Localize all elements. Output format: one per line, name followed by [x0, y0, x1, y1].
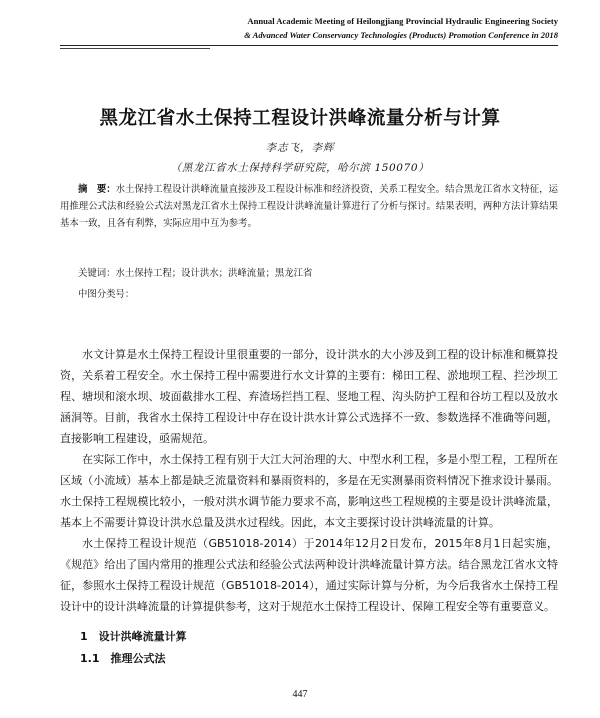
- header-rule: [60, 45, 558, 46]
- keywords-text: 水土保持工程；设计洪水；洪峰流量；黑龙江省: [115, 268, 313, 279]
- abstract-text: 水土保持工程设计洪峰流量直接涉及工程设计标准和经济投资，关系工程安全。结合黑龙江省水文特征，运用推理公式法和经验公式法对黑龙江省水土保持工程设计洪峰流量计算进行了分析与探讨。结果表明，两种方法计算结果基本一致，且各有利弊，实际应用中互为参考。: [60, 184, 558, 229]
- paragraph-2: 在实际工作中，水土保持工程有别于大江大河治理的大、中型水利工程，多是小型工程，工程所在区域（小流域）基本上都是缺乏流量资料和暴雨资料的，多是在无实测暴雨资料情况下推求设计暴雨。水土保持工程规模比较小，一般对洪水调节能力要求不高，影响这些工程规模的主要是设计洪峰流量，基本上不需要计算设计洪水总量及洪水过程线。因此，本文主要探讨设计洪峰流量的计算。: [60, 453, 558, 529]
- authors: 李志飞，李辉: [265, 142, 335, 154]
- paragraph-3: 水土保持工程设计规范（GB51018-2014）于2014年12月2日发布，2015年8月1日起实施，《规范》给出了国内常用的推理公式法和经验公式法两种设计洪峰流量计算方法。结合黑龙江省水文特征，参照水土保持工程设计规范（GB51018-2014），通过实际计算与分析，为今后我省水土保持工程设计中的设计洪峰流量的计算提供参考，这对于规范水土保持工程设计、保障工程安全等有重要意义。: [60, 537, 558, 613]
- page-number: 447: [292, 689, 308, 700]
- section-heading-1: 1 设计洪峰流量计算: [80, 630, 187, 643]
- paragraph-1: 水文计算是水土保持工程设计里很重要的一部分，设计洪水的大小涉及到工程的设计标准和概算投资，关系着工程安全。水土保持工程中需要进行水文计算的主要有：梯田工程、淤地坝工程、拦沙坝工程、塘坝和滚水坝、坡面截排水工程、弃渣场拦挡工程、竖地工程、沟头防护工程和谷坊工程以及放水涵洞等。目前，我省水土保持工程设计中存在设计洪水计算公式选择不一致、参数选择不准确等问题，直接影响工程建设，亟需规范。: [60, 348, 558, 445]
- body-text: [60, 344, 558, 617]
- abstract-label: 摘 要：: [78, 184, 116, 195]
- header-line-1: Annual Academic Meeting of Heilongjiang Provincial Hydraulic Engineering Society: [247, 16, 558, 26]
- header-rule-short: [60, 48, 210, 49]
- header-line-2: & Advanced Water Conservancy Technologies (Products) Promotion Conference in 2018: [244, 30, 558, 40]
- keywords-label: 关键词：: [78, 268, 116, 279]
- section-heading-1-1: 1.1 推理公式法: [80, 652, 166, 665]
- classification-label: 中图分类号：: [78, 289, 135, 300]
- classification: [78, 286, 134, 300]
- paper-title: 黑龙江省水土保持工程设计洪峰流量分析与计算: [99, 108, 501, 129]
- abstract: [60, 181, 558, 232]
- affiliation: （黑龙江省水土保持科学研究院，哈尔滨 150070）: [170, 162, 430, 174]
- running-header: [244, 14, 558, 42]
- keywords: [78, 265, 312, 279]
